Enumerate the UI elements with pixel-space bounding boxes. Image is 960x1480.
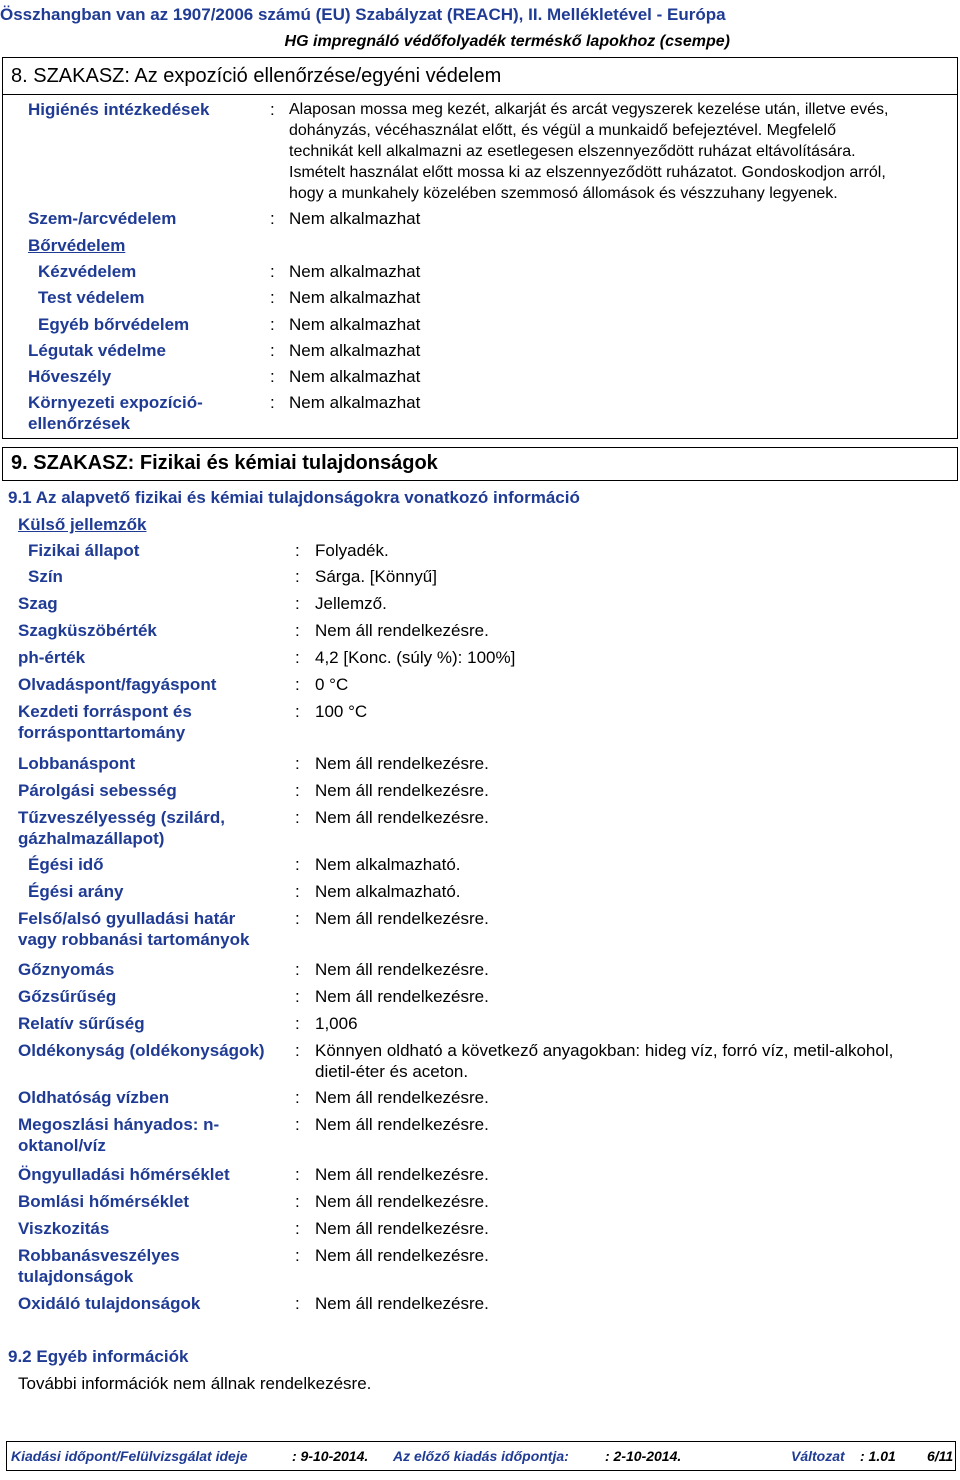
property-label-line: Felső/alsó gyulladási határ bbox=[18, 909, 236, 928]
property-value bbox=[315, 1191, 489, 1212]
colon: : bbox=[295, 567, 300, 586]
hand-protection-value: Nem alkalmazhat bbox=[289, 262, 421, 281]
colon: : bbox=[295, 960, 300, 979]
property-label-line: oktanol/víz bbox=[18, 1136, 106, 1155]
property-value bbox=[315, 986, 489, 1007]
colon: : bbox=[295, 1041, 300, 1060]
colon: : bbox=[295, 1246, 300, 1265]
colon: : bbox=[270, 262, 275, 281]
property-label-line: Kezdeti forráspont és bbox=[18, 702, 192, 721]
property-value-line: 4,2 [Konc. (súly %): 100%] bbox=[315, 648, 516, 667]
property-label bbox=[18, 1087, 169, 1108]
section9-2-heading: 9.2 Egyéb információk bbox=[8, 1347, 189, 1366]
property-label bbox=[18, 593, 58, 614]
property-label bbox=[18, 620, 157, 641]
body-protection-label: Test védelem bbox=[38, 288, 145, 307]
property-label-line: Bomlási hőmérséklet bbox=[18, 1192, 190, 1211]
property-label bbox=[28, 540, 139, 561]
property-value-line: Folyadék. bbox=[315, 541, 389, 560]
property-value-line: Nem áll rendelkezésre. bbox=[315, 1165, 489, 1184]
property-label-line: ph-érték bbox=[18, 648, 86, 667]
property-value-line: Nem áll rendelkezésre. bbox=[315, 1246, 489, 1265]
property-label-line: Égési idő bbox=[28, 855, 104, 874]
property-value-line: Nem alkalmazható. bbox=[315, 882, 461, 901]
property-label-line: gázhalmazállapot) bbox=[18, 829, 165, 848]
eye-protection-label: Szem-/arcvédelem bbox=[28, 209, 177, 228]
property-label-line: Oxidáló tulajdonságok bbox=[18, 1294, 201, 1313]
property-label-line: Szag bbox=[18, 594, 58, 613]
property-value-line: Nem áll rendelkezésre. bbox=[315, 1115, 489, 1134]
footer bbox=[6, 1441, 956, 1471]
colon: : bbox=[295, 1088, 300, 1107]
property-value-line: Nem áll rendelkezésre. bbox=[315, 987, 489, 1006]
property-value bbox=[315, 807, 489, 828]
version-label: Változat bbox=[791, 1448, 845, 1464]
property-label bbox=[18, 647, 85, 668]
colon: : bbox=[295, 1219, 300, 1238]
property-label-line: Párolgási sebesség bbox=[18, 781, 177, 800]
property-label-line: Tűzveszélyesség (szilárd, bbox=[18, 808, 225, 827]
property-label-line: Oldhatóság vízben bbox=[18, 1088, 170, 1107]
hygiene-label: Higiénés intézkedések bbox=[28, 100, 210, 119]
colon: : bbox=[295, 702, 300, 721]
colon: : bbox=[295, 541, 300, 560]
property-value bbox=[315, 1164, 489, 1185]
issue-date-value: : 9-10-2014. bbox=[292, 1448, 369, 1464]
property-label-line: Szagküszöbérték bbox=[18, 621, 157, 640]
property-value bbox=[315, 1218, 489, 1239]
hygiene-line: technikát kell alkalmazni az esetlegesen elszennyeződött ruházat eltávolítására. bbox=[289, 143, 856, 160]
colon: : bbox=[295, 987, 300, 1006]
colon: : bbox=[270, 209, 275, 228]
property-label-line: Öngyulladási hőmérséklet bbox=[18, 1165, 230, 1184]
previous-issue-value: : 2-10-2014. bbox=[605, 1448, 682, 1464]
property-label bbox=[18, 701, 192, 743]
hygiene-line: dohányzás, vécéhasználat előtt, és végül a munkaidő befejeztével. Megfelelő bbox=[289, 122, 837, 139]
property-label bbox=[18, 1218, 109, 1239]
property-value-line: Nem áll rendelkezésre. bbox=[315, 909, 489, 928]
environmental-exposure-value: Nem alkalmazhat bbox=[289, 393, 421, 412]
property-label bbox=[18, 1293, 200, 1314]
property-label bbox=[18, 908, 249, 950]
property-value-line: Jellemző. bbox=[315, 594, 387, 613]
property-value-line: Nem áll rendelkezésre. bbox=[315, 621, 489, 640]
colon: : bbox=[295, 648, 300, 667]
property-value-line: Nem alkalmazható. bbox=[315, 855, 461, 874]
property-value bbox=[315, 647, 515, 668]
property-label-line: Lobbanáspont bbox=[18, 754, 136, 773]
property-label-line: Oldékonyság (oldékonyságok) bbox=[18, 1041, 265, 1060]
colon: : bbox=[295, 1192, 300, 1211]
property-label-line: Szín bbox=[28, 567, 63, 586]
colon: : bbox=[270, 100, 275, 119]
property-label-line: Gőzsűrűség bbox=[18, 987, 117, 1006]
section9-1-heading: 9.1 Az alapvető fizikai és kémiai tulajdonságokra vonatkozó információ bbox=[8, 488, 580, 507]
property-label bbox=[18, 986, 116, 1007]
issue-date-label: Kiadási időpont/Felülvizsgálat ideje bbox=[11, 1448, 248, 1464]
property-label bbox=[28, 854, 104, 875]
colon: : bbox=[270, 315, 275, 334]
property-label bbox=[18, 1245, 180, 1287]
property-value bbox=[315, 1087, 489, 1108]
colon: : bbox=[295, 621, 300, 640]
property-label bbox=[18, 1191, 189, 1212]
hand-protection-label: Kézvédelem bbox=[38, 262, 137, 281]
property-value bbox=[315, 1293, 489, 1314]
colon: : bbox=[295, 1115, 300, 1134]
property-value bbox=[315, 540, 389, 561]
thermal-hazard-value: Nem alkalmazhat bbox=[289, 367, 421, 386]
property-value-line: Nem áll rendelkezésre. bbox=[315, 1294, 489, 1313]
property-label-line: Robbanásveszélyes bbox=[18, 1246, 180, 1265]
colon: : bbox=[295, 855, 300, 874]
property-value bbox=[315, 753, 489, 774]
property-value-line: Nem áll rendelkezésre. bbox=[315, 1088, 489, 1107]
property-label bbox=[18, 780, 177, 801]
body-protection-value: Nem alkalmazhat bbox=[289, 288, 421, 307]
property-label-line: forrásponttartomány bbox=[18, 723, 186, 742]
colon: : bbox=[270, 393, 275, 412]
property-value bbox=[315, 854, 461, 875]
skin-protection-heading: Bőrvédelem bbox=[28, 236, 126, 255]
colon: : bbox=[295, 808, 300, 827]
property-value-line: Nem áll rendelkezésre. bbox=[315, 781, 489, 800]
property-label bbox=[18, 674, 216, 695]
property-label bbox=[18, 807, 225, 849]
property-value bbox=[315, 908, 489, 929]
colon: : bbox=[270, 341, 275, 360]
property-label-line: tulajdonságok bbox=[18, 1267, 134, 1286]
environmental-exposure-label bbox=[28, 392, 203, 434]
property-value bbox=[315, 780, 489, 801]
property-label-line: Égési arány bbox=[28, 882, 124, 901]
property-value bbox=[315, 620, 489, 641]
regulation-header: Összhangban van az 1907/2006 számú (EU) Szabályzat (REACH), II. Mellékletével - Európa bbox=[0, 5, 726, 24]
previous-issue-label: Az előző kiadás időpontja: bbox=[393, 1448, 569, 1464]
property-label-line: Relatív sűrűség bbox=[18, 1014, 145, 1033]
property-label bbox=[18, 1040, 265, 1061]
property-value-line: 0 °C bbox=[315, 675, 349, 694]
property-label bbox=[28, 881, 123, 902]
property-label-line: Megoszlási hányados: n- bbox=[18, 1115, 220, 1134]
appearance-heading: Külső jellemzők bbox=[18, 515, 147, 534]
colon: : bbox=[295, 675, 300, 694]
property-label bbox=[18, 1164, 230, 1185]
property-value-line: Könnyen oldható a következő anyagokban: hideg víz, forró víz, metil-alkohol, bbox=[315, 1041, 894, 1060]
environmental-label-line: ellenőrzések bbox=[28, 414, 131, 433]
version-value: : 1.01 bbox=[860, 1448, 896, 1464]
hygiene-line: Ismételt használat előtt mossa ki az elszennyeződött ruházatot. Gondoskodjon arról, bbox=[289, 164, 886, 181]
property-value bbox=[315, 1114, 489, 1135]
property-label-line: vagy robbanási tartományok bbox=[18, 930, 250, 949]
other-skin-protection-label: Egyéb bőrvédelem bbox=[38, 315, 190, 334]
hygiene-line: Alaposan mossa meg kezét, alkarját és arcát vegyszerek kezelése után, illetve evés, bbox=[289, 101, 889, 118]
property-value-line: Sárga. [Könnyű] bbox=[315, 567, 437, 586]
property-value-line: Nem áll rendelkezésre. bbox=[315, 960, 489, 979]
colon: : bbox=[295, 781, 300, 800]
property-value bbox=[315, 593, 387, 614]
property-label bbox=[18, 1013, 145, 1034]
colon: : bbox=[295, 909, 300, 928]
other-info-text: További információk nem állnak rendelkezésre. bbox=[18, 1374, 372, 1393]
thermal-hazard-label: Hőveszély bbox=[28, 367, 112, 386]
property-value bbox=[315, 1040, 893, 1082]
other-skin-protection-value: Nem alkalmazhat bbox=[289, 315, 421, 334]
page-number: 6/11 bbox=[927, 1448, 954, 1464]
product-name-header: HG impregnáló védőfolyadék terméskő lapokhoz (csempe) bbox=[284, 33, 730, 50]
property-value bbox=[315, 701, 367, 722]
colon: : bbox=[270, 288, 275, 307]
property-value-line: Nem áll rendelkezésre. bbox=[315, 808, 489, 827]
colon: : bbox=[295, 1014, 300, 1033]
property-value-line: Nem áll rendelkezésre. bbox=[315, 754, 489, 773]
colon: : bbox=[295, 1294, 300, 1313]
property-value-line: 1,006 bbox=[315, 1014, 358, 1033]
colon: : bbox=[295, 594, 300, 613]
environmental-label-line: Környezeti expozíció- bbox=[28, 393, 203, 412]
property-value bbox=[315, 1013, 358, 1034]
colon: : bbox=[295, 754, 300, 773]
property-value bbox=[315, 566, 437, 587]
eye-protection-value: Nem alkalmazhat bbox=[289, 209, 421, 228]
section8-title: 8. SZAKASZ: Az expozíció ellenőrzése/egyéni védelem bbox=[2, 57, 958, 95]
property-label bbox=[28, 566, 63, 587]
respiratory-protection-value: Nem alkalmazhat bbox=[289, 341, 421, 360]
property-value-line: 100 °C bbox=[315, 702, 368, 721]
property-value-line: dietil-éter és aceton. bbox=[315, 1062, 469, 1081]
property-value bbox=[315, 674, 348, 695]
property-label-line: Gőznyomás bbox=[18, 960, 115, 979]
hygiene-line: hogy a munkahely közelében szemmosó állomások és vészzuhany legyenek. bbox=[289, 185, 838, 202]
property-label bbox=[18, 753, 135, 774]
colon: : bbox=[295, 882, 300, 901]
property-value bbox=[315, 959, 489, 980]
hygiene-text bbox=[289, 99, 959, 204]
section9-title: 9. SZAKASZ: Fizikai és kémiai tulajdonságok bbox=[2, 447, 958, 481]
property-label bbox=[18, 959, 114, 980]
respiratory-protection-label: Légutak védelme bbox=[28, 341, 166, 360]
property-value-line: Nem áll rendelkezésre. bbox=[315, 1192, 489, 1211]
property-value bbox=[315, 1245, 489, 1266]
property-label-line: Olvadáspont/fagyáspont bbox=[18, 675, 217, 694]
property-value-line: Nem áll rendelkezésre. bbox=[315, 1219, 489, 1238]
colon: : bbox=[270, 367, 275, 386]
property-label-line: Viszkozitás bbox=[18, 1219, 110, 1238]
property-label bbox=[18, 1114, 219, 1156]
property-label-line: Fizikai állapot bbox=[28, 541, 140, 560]
colon: : bbox=[295, 1165, 300, 1184]
property-value bbox=[315, 881, 461, 902]
